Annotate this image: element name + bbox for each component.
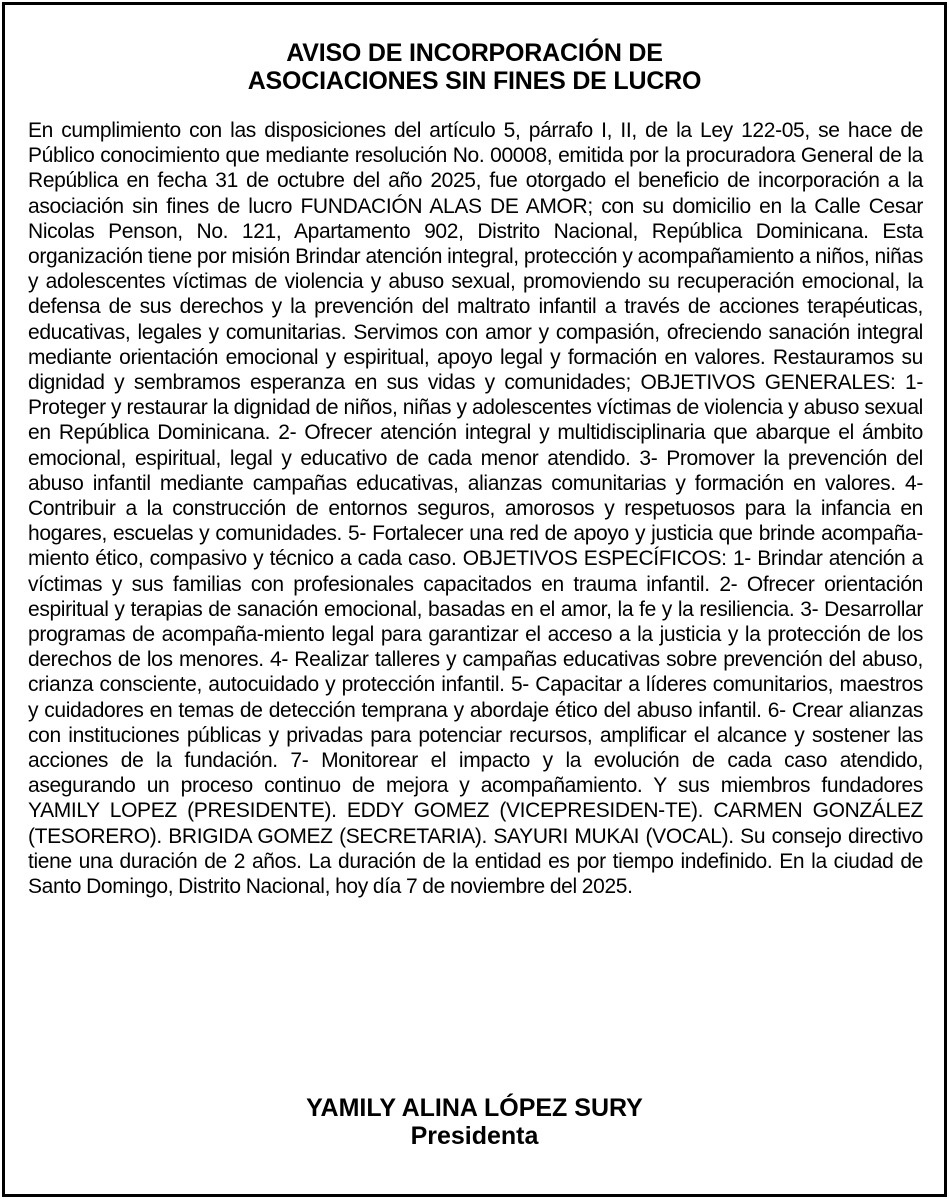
signature-block	[5, 1094, 944, 1150]
signer-name: YAMILY ALINA LÓPEZ SURY	[306, 1094, 643, 1122]
signer-role: Presidenta	[410, 1122, 539, 1150]
notice-title-line-1: AVISO DE INCORPORACIÓN DE	[286, 39, 663, 67]
notice-title	[5, 39, 944, 95]
notice-body: En cumplimiento con las disposiciones del artículo 5, párrafo I, II, de la Ley 122-05, se hace de Público conocimiento que mediante resolución No. 00008, emitida por la procuradora General de la República en fecha 31 de octubre del año 2025, fue otorgado el beneficio de incorporación a la asociación sin fines de lucro FUNDACIÓN ALAS DE AMOR; con su domicilio en la Calle Cesar Nicolas Penson, No. 121, Apartamento 902, Distrito Nacional, República Dominicana. Esta organización tiene por misión Brindar atención integral, protección y acompañamiento a niños, niñas y adolescentes víctimas de violencia y abuso sexual, promoviendo su recuperación emocional, la defensa de sus derechos y la prevención del maltrato infantil a través de acciones terapéuticas, educativas, legales y comunitarias. Servimos con amor y compasión, ofreciendo sanación integral mediante orientación emocional y espiritual, apoyo legal y formación en valores. Restauramos su dignidad y sembramos esperanza en sus vidas y comunidades; OBJETIVOS GENERALES: 1- Proteger y restaurar la dignidad de niños, niñas y adolescentes víctimas de violencia y abuso sexual en República Dominicana. 2- Ofrecer atención integral y multidisciplinaria que abarque el ámbito emocional, espiritual, legal y educativo de cada menor atendido. 3- Promover la prevención del abuso infantil mediante campañas educativas, alianzas comunitarias y formación en valores. 4- Contribuir a la construcción de entornos seguros, amorosos y respetuosos para la infancia en hogares, escuelas y comunidades. 5- Fortalecer una red de apoyo y justicia que brinde acompaña-miento ético, compasivo y técnico a cada caso. OBJETIVOS ESPECÍFICOS: 1- Brindar atención a víctimas y sus familias con profesionales capacitados en trauma infantil. 2- Ofrecer orientación espiritual y terapias de sanación emocional, basadas en el amor, la fe y la resiliencia. 3- Desarrollar programas de acompaña-miento legal para garantizar el acceso a la justicia y la protección de los derechos de los menores. 4- Realizar talleres y campañas educativas sobre prevención del abuso, crianza consciente, autocuidado y protección infantil. 5- Capacitar a líderes comunitarios, maestros y cuidadores en temas de detección temprana y abordaje ético del abuso infantil. 6- Crear alianzas con instituciones públicas y privadas para potenciar recursos, amplificar el alcance y sostener las acciones de la fundación. 7- Monitorear el impacto y la evolución de cada caso atendido, asegurando un proceso continuo de mejora y acompañamiento. Y sus miembros fundadores YAMILY LOPEZ (PRESIDENTE). EDDY GOMEZ (VICEPRESIDEN-TE). CARMEN GONZÁLEZ (TESORERO). BRIGIDA GOMEZ (SECRETARIA). SAYURI MUKAI (VOCAL). Su consejo directivo tiene una duración de 2 años. La duración de la entidad es por tiempo indefinido. En la ciudad de Santo Domingo, Distrito Nacional, hoy día 7 de noviembre del 2025.	[28, 119, 923, 899]
legal-notice	[2, 2, 947, 1197]
notice-title-line-2: ASOCIACIONES SIN FINES DE LUCRO	[247, 67, 702, 95]
